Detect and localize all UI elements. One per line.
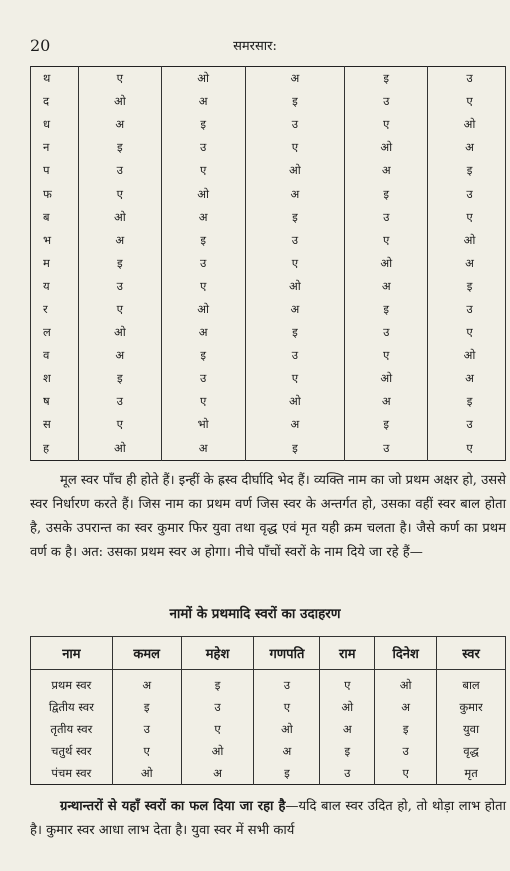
vowel-cell: उ xyxy=(375,740,437,762)
vowel-cell: अ xyxy=(428,136,506,159)
vowel-cell: अ xyxy=(345,275,428,298)
vowel-cell: अ xyxy=(375,696,437,718)
vowel-cell: ए xyxy=(428,90,506,113)
vowel-cell: अ xyxy=(161,321,245,344)
swar-order-cell: प्रथम स्वर xyxy=(31,670,113,697)
vowel-cell: ओ xyxy=(245,275,345,298)
vowel-cell: ओ xyxy=(428,344,506,367)
consonant-cell: प xyxy=(31,159,79,182)
consonant-cell: स xyxy=(31,413,79,436)
vowel-cell: उ xyxy=(181,696,254,718)
vowel-table-row xyxy=(31,159,506,182)
consonant-cell: न xyxy=(31,136,79,159)
example-table-row xyxy=(31,696,506,718)
vowel-cell: इ xyxy=(161,113,245,136)
consonant-cell: भ xyxy=(31,229,79,252)
swar-name-cell: वृद्ध xyxy=(437,740,506,762)
vowel-cell: ओ xyxy=(161,67,245,91)
vowel-cell: ओ xyxy=(345,367,428,390)
vowel-cell: इ xyxy=(320,740,375,762)
vowel-cell: ओ xyxy=(78,321,161,344)
vowel-cell: अ xyxy=(161,437,245,461)
example-table-row xyxy=(31,740,506,762)
vowel-cell: उ xyxy=(428,413,506,436)
consonant-cell: ल xyxy=(31,321,79,344)
vowel-cell: इ xyxy=(345,182,428,205)
vowel-cell: उ xyxy=(345,206,428,229)
vowel-cell: ओ xyxy=(78,90,161,113)
vowel-cell: ए xyxy=(78,67,161,91)
example-table xyxy=(30,636,506,785)
vowel-cell: ओ xyxy=(161,182,245,205)
vowel-cell: अ xyxy=(320,718,375,740)
vowel-cell: उ xyxy=(112,718,181,740)
vowel-table-row xyxy=(31,298,506,321)
swar-name-cell: कुमार xyxy=(437,696,506,718)
page-number: 20 xyxy=(30,36,51,55)
example-table-body xyxy=(31,670,506,785)
example-table-header-cell: दिनेश xyxy=(375,637,437,670)
vowel-cell: इ xyxy=(375,718,437,740)
vowel-cell: इ xyxy=(161,229,245,252)
consonant-cell: ष xyxy=(31,390,79,413)
vowel-cell: इ xyxy=(345,67,428,91)
swar-name-cell: मृत xyxy=(437,762,506,785)
vowel-cell: ए xyxy=(161,390,245,413)
vowel-cell: ओ xyxy=(375,670,437,697)
vowel-table-row xyxy=(31,67,506,91)
vowel-cell: इ xyxy=(78,367,161,390)
vowel-cell: ओ xyxy=(345,136,428,159)
example-table-header-cell: स्वर xyxy=(437,637,506,670)
vowel-table-row xyxy=(31,437,506,461)
vowel-cell: उ xyxy=(161,367,245,390)
vowel-table-body xyxy=(31,67,506,461)
vowel-cell: इ xyxy=(245,206,345,229)
vowel-cell: उ xyxy=(345,90,428,113)
vowel-cell: उ xyxy=(320,762,375,785)
vowel-cell: ए xyxy=(245,136,345,159)
swar-name-cell: बाल xyxy=(437,670,506,697)
vowel-cell: उ xyxy=(245,344,345,367)
vowel-cell: उ xyxy=(428,182,506,205)
vowel-cell: ए xyxy=(375,762,437,785)
running-title: समरसार: xyxy=(233,39,277,54)
vowel-table-row xyxy=(31,90,506,113)
vowel-cell: ए xyxy=(161,275,245,298)
vowel-cell: उ xyxy=(428,298,506,321)
vowel-cell: अ xyxy=(428,367,506,390)
vowel-cell: ए xyxy=(345,229,428,252)
vowel-cell: ए xyxy=(245,367,345,390)
vowel-cell: ओ xyxy=(161,298,245,321)
example-table-header xyxy=(31,637,506,670)
example-table-row xyxy=(31,718,506,740)
vowel-cell: उ xyxy=(245,113,345,136)
vowel-cell: ओ xyxy=(320,696,375,718)
consonant-cell: य xyxy=(31,275,79,298)
consonant-cell: थ xyxy=(31,67,79,91)
vowel-cell: इ xyxy=(428,390,506,413)
vowel-cell: ए xyxy=(161,159,245,182)
vowel-table-row xyxy=(31,113,506,136)
vowel-cell: अ xyxy=(78,229,161,252)
vowel-cell: इ xyxy=(78,252,161,275)
vowel-cell: उ xyxy=(161,252,245,275)
vowel-cell: अ xyxy=(245,67,345,91)
vowel-cell: अ xyxy=(78,113,161,136)
consonant-cell: ब xyxy=(31,206,79,229)
vowel-cell: ए xyxy=(428,437,506,461)
vowel-table-row xyxy=(31,206,506,229)
example-table-header-cell: राम xyxy=(320,637,375,670)
example-table-row xyxy=(31,762,506,785)
vowel-cell: ए xyxy=(428,321,506,344)
vowel-cell: ओ xyxy=(112,762,181,785)
vowel-table-row xyxy=(31,136,506,159)
vowel-cell: ए xyxy=(320,670,375,697)
vowel-cell: इ xyxy=(345,413,428,436)
vowel-cell: अ xyxy=(428,252,506,275)
vowel-cell: अ xyxy=(112,670,181,697)
vowel-cell: अ xyxy=(78,344,161,367)
vowel-cell: उ xyxy=(254,670,320,697)
vowel-cell: अ xyxy=(345,390,428,413)
vowel-cell: अ xyxy=(181,762,254,785)
vowel-cell: उ xyxy=(245,229,345,252)
paragraph-results xyxy=(30,795,506,843)
vowel-cell: इ xyxy=(254,762,320,785)
vowel-table-row xyxy=(31,321,506,344)
swar-order-cell: द्वितीय स्वर xyxy=(31,696,113,718)
paragraph-results-text: —यदि बाल स्वर उदित हो, तो थोड़ा लाभ होता है। कुमार स्वर आधा लाभ देता है। युवा स्वर में सभी कार्य xyxy=(30,799,506,838)
example-table-row xyxy=(31,670,506,697)
vowel-cell: इ xyxy=(245,90,345,113)
vowel-cell: उ xyxy=(161,136,245,159)
vowel-cell: ए xyxy=(78,298,161,321)
vowel-cell: ए xyxy=(345,344,428,367)
vowel-cell: ए xyxy=(428,206,506,229)
vowel-table-row xyxy=(31,390,506,413)
vowel-cell: ए xyxy=(345,113,428,136)
consonant-cell: फ xyxy=(31,182,79,205)
example-table-header-cell: कमल xyxy=(112,637,181,670)
vowel-table-row xyxy=(31,275,506,298)
vowel-table-row xyxy=(31,252,506,275)
vowel-cell: अ xyxy=(345,159,428,182)
vowel-cell: इ xyxy=(112,696,181,718)
vowel-cell: इ xyxy=(345,298,428,321)
paragraph-intro: मूल स्वर पाँच ही होते हैं। इन्हीं के ह्रस्व दीर्घादि भेद हैं। व्यक्ति नाम का जो प्रथम अक्षर हो, उससे स्वर निर्धारण करते हैं। जिस नाम का प्रथम वर्ण जिस स्वर के अन्तर्गत हो, उसका वहीं स्वर बाल होता है, उसके उपरान्त का स्वर कुमार फिर युवा तथा वृद्ध एवं मृत यही क्रम चलता है। जैसे कर्ण का प्रथम वर्ण क है। अत: उसका प्रथम स्वर अ होगा। नीचे पाँचों स्वरों के नाम दिये जा रहे हैं— xyxy=(30,473,506,560)
vowel-cell: ओ xyxy=(245,390,345,413)
vowel-cell: अ xyxy=(245,413,345,436)
vowel-cell: अ xyxy=(161,90,245,113)
vowel-cell: ए xyxy=(245,252,345,275)
vowel-cell: इ xyxy=(245,437,345,461)
vowel-cell: ए xyxy=(78,413,161,436)
vowel-cell: इ xyxy=(181,670,254,697)
vowel-table-row xyxy=(31,182,506,205)
vowel-table-row xyxy=(31,344,506,367)
consonant-cell: व xyxy=(31,344,79,367)
vowel-cell: उ xyxy=(78,159,161,182)
vowel-cell: अ xyxy=(254,740,320,762)
vowel-table-row xyxy=(31,413,506,436)
consonant-cell: ध xyxy=(31,113,79,136)
vowel-cell: अ xyxy=(161,206,245,229)
swar-order-cell: चतुर्थ स्वर xyxy=(31,740,113,762)
example-table-header-cell: गणपति xyxy=(254,637,320,670)
consonant-cell: श xyxy=(31,367,79,390)
vowel-cell: इ xyxy=(428,275,506,298)
vowel-table-row xyxy=(31,229,506,252)
vowel-cell: ए xyxy=(112,740,181,762)
vowel-cell: उ xyxy=(428,67,506,91)
vowel-cell: उ xyxy=(78,275,161,298)
swar-name-cell: युवा xyxy=(437,718,506,740)
paragraph-results-bold-lead: ग्रन्थान्तरों से यहाँ स्वरों का फल दिया जा रहा है xyxy=(60,799,286,814)
example-table-title: नामों के प्रथमादि स्वरों का उदाहरण xyxy=(169,606,341,622)
vowel-cell: उ xyxy=(78,390,161,413)
vowel-cell: ए xyxy=(181,718,254,740)
vowel-cell: इ xyxy=(161,344,245,367)
vowel-cell: ओ xyxy=(245,159,345,182)
swar-order-cell: तृतीय स्वर xyxy=(31,718,113,740)
vowel-cell: इ xyxy=(428,159,506,182)
vowel-cell: ए xyxy=(78,182,161,205)
vowel-cell: ओ xyxy=(345,252,428,275)
consonant-cell: र xyxy=(31,298,79,321)
example-table-header-cell: नाम xyxy=(31,637,113,670)
vowel-table xyxy=(30,66,506,461)
consonant-cell: द xyxy=(31,90,79,113)
consonant-cell: म xyxy=(31,252,79,275)
vowel-cell: अ xyxy=(245,298,345,321)
vowel-cell: भो xyxy=(161,413,245,436)
vowel-cell: उ xyxy=(345,321,428,344)
example-table-header-cell: महेश xyxy=(181,637,254,670)
vowel-cell: उ xyxy=(345,437,428,461)
vowel-cell: ओ xyxy=(181,740,254,762)
consonant-cell: ह xyxy=(31,437,79,461)
vowel-cell: ओ xyxy=(428,113,506,136)
vowel-cell: इ xyxy=(245,321,345,344)
vowel-cell: अ xyxy=(245,182,345,205)
vowel-cell: ओ xyxy=(78,437,161,461)
vowel-cell: ओ xyxy=(254,718,320,740)
vowel-table-row xyxy=(31,367,506,390)
vowel-cell: ओ xyxy=(428,229,506,252)
vowel-cell: ए xyxy=(254,696,320,718)
swar-order-cell: पंचम स्वर xyxy=(31,762,113,785)
vowel-cell: ओ xyxy=(78,206,161,229)
vowel-cell: इ xyxy=(78,136,161,159)
